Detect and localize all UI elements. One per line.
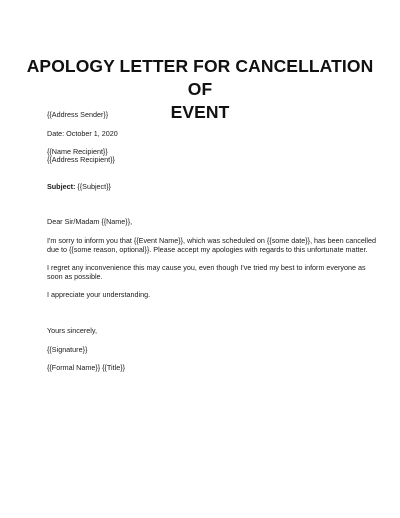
address-sender: {{Address Sender}} [47,110,109,119]
address-recipient: {{Address Recipient}} [47,155,115,164]
subject-label: Subject: [47,182,76,191]
paragraph-2-line-2: soon as possible. [47,272,103,281]
closing: Yours sincerely, [47,326,97,335]
subject-value: {{Subject}} [75,182,111,191]
formal-name-title: {{Formal Name}} {{Title}} [47,363,126,372]
paragraph-1-line-1: I'm sorry to inform you that {{Event Name}}, which was scheduled on {{some date}}, has been cancelled [47,236,377,245]
title-line-1: APOLOGY LETTER FOR CANCELLATION OF [26,56,374,99]
title-line-2: EVENT [170,102,230,122]
greeting: Dear Sir/Madam {{Name}}, [47,217,133,226]
paragraph-3: I appreciate your understanding. [47,290,151,299]
paragraph-2-line-1: I regret any inconvenience this may cause you, even though I've tried my best to inform everyone as [47,263,366,272]
letter-date: Date: October 1, 2020 [47,129,118,138]
paragraph-1-line-2: due to {{some reason, optional}}. Please accept my apologies with regards to this unfortunate matter. [47,245,368,254]
subject-line [47,182,111,192]
name-recipient: {{Name Recipient}} [47,147,108,156]
signature: {{Signature}} [47,345,88,354]
